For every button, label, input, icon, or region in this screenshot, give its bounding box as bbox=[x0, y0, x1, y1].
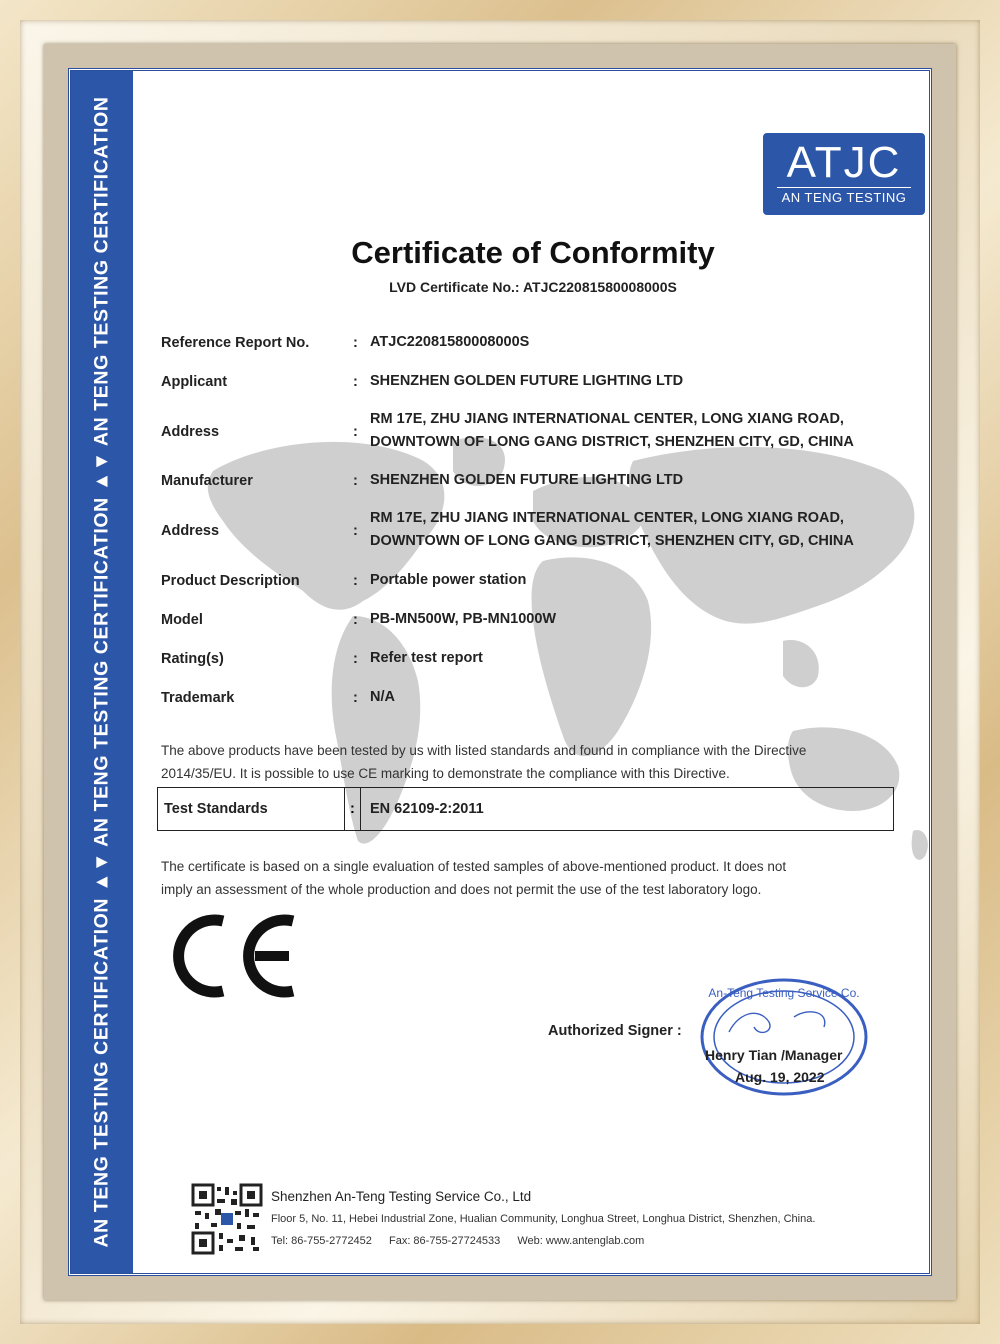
field-label: Address bbox=[161, 424, 220, 440]
test-standards-box bbox=[157, 787, 894, 831]
footer-web: Web: www.antenglab.com bbox=[517, 1235, 645, 1247]
field-colon: : bbox=[350, 801, 355, 817]
certificate-content bbox=[133, 71, 929, 1273]
field-label: Trademark bbox=[161, 690, 235, 706]
field-value: RM 17E, ZHU JIANG INTERNATIONAL CENTER, LONG XIANG ROAD, DOWNTOWN OF LONG GANG DISTRICT, SHENZHEN CITY, GD, CHINA bbox=[370, 411, 854, 450]
logo-main-text: ATJC bbox=[786, 138, 902, 187]
footer-address: Floor 5, No. 11, Hebei Industrial Zone, Hualian Community, Longhua Street, Longhua District, Shenzhen, China. bbox=[271, 1213, 816, 1225]
ce-mark-icon bbox=[165, 911, 305, 1001]
field-value: N/A bbox=[370, 689, 395, 705]
field-value: RM 17E, ZHU JIANG INTERNATIONAL CENTER, LONG XIANG ROAD, DOWNTOWN OF LONG GANG DISTRICT, SHENZHEN CITY, GD, CHINA bbox=[370, 510, 854, 549]
field-label: Address bbox=[161, 523, 220, 539]
footer-tel: Tel: 86-755-2772452 bbox=[271, 1235, 372, 1247]
certificate-paper bbox=[68, 68, 932, 1276]
certificate-title: Certificate of Conformity bbox=[351, 235, 715, 270]
seal-text: An-Teng Testing Service Co. bbox=[708, 986, 860, 1000]
side-band-text: AN TENG TESTING CERTIFICATION ▲▼ AN TENG TESTING CERTIFICATION ▲▼ AN TENG TESTING CERTIFICATION bbox=[90, 96, 113, 1248]
compliance-statement: The above products have been tested by us with listed standards and found in compliance with the Directive 2014/35/EU. It is possible to use CE marking to demonstrate the compliance with this Directive. bbox=[161, 743, 807, 781]
field-value: PB-MN500W, PB-MN1000W bbox=[370, 611, 557, 627]
signer-name: Henry Tian /Manager bbox=[705, 1047, 843, 1063]
field-colon: : bbox=[353, 523, 358, 539]
field-colon: : bbox=[353, 651, 358, 667]
field-colon: : bbox=[353, 573, 358, 589]
field-value: Refer test report bbox=[370, 650, 483, 666]
atjc-logo bbox=[763, 133, 925, 215]
field-label: Manufacturer bbox=[161, 473, 253, 489]
certificate-number: LVD Certificate No.: ATJC22081580008000S bbox=[389, 279, 677, 295]
field-colon: : bbox=[353, 374, 358, 390]
field-label: Rating(s) bbox=[161, 651, 224, 667]
field-value: ATJC22081580008000S bbox=[370, 334, 530, 350]
field-colon: : bbox=[353, 335, 358, 351]
qr-code-icon bbox=[191, 1183, 263, 1255]
divider bbox=[344, 788, 345, 830]
divider bbox=[360, 788, 361, 830]
test-standards-value: EN 62109-2:2011 bbox=[370, 801, 484, 817]
footer-company-name: Shenzhen An-Teng Testing Service Co., Ltd bbox=[271, 1189, 532, 1204]
field-value: SHENZHEN GOLDEN FUTURE LIGHTING LTD bbox=[370, 373, 684, 389]
test-standards-label: Test Standards bbox=[164, 801, 268, 817]
evaluation-statement: The certificate is based on a single evaluation of tested samples of above-mentioned product. It does not imply an assessment of the whole production and does not permit the use of the test laboratory logo. bbox=[161, 859, 787, 897]
logo-sub-text: AN TENG TESTING bbox=[777, 187, 911, 205]
field-colon: : bbox=[353, 612, 358, 628]
field-colon: : bbox=[353, 690, 358, 706]
field-value: Portable power station bbox=[370, 572, 527, 588]
authorized-signer-label: Authorized Signer : bbox=[548, 1023, 682, 1039]
field-colon: : bbox=[353, 424, 358, 440]
field-label: Applicant bbox=[161, 374, 228, 390]
field-label: Reference Report No. bbox=[161, 335, 310, 351]
side-band bbox=[71, 71, 133, 1273]
footer-contact bbox=[271, 1235, 658, 1247]
footer-fax: Fax: 86-755-27724533 bbox=[388, 1235, 501, 1247]
signature-date: Aug. 19, 2022 bbox=[735, 1069, 825, 1085]
field-label: Model bbox=[161, 612, 203, 628]
field-colon: : bbox=[353, 473, 358, 489]
field-label: Product Description bbox=[161, 573, 300, 589]
field-value: SHENZHEN GOLDEN FUTURE LIGHTING LTD bbox=[370, 472, 684, 488]
